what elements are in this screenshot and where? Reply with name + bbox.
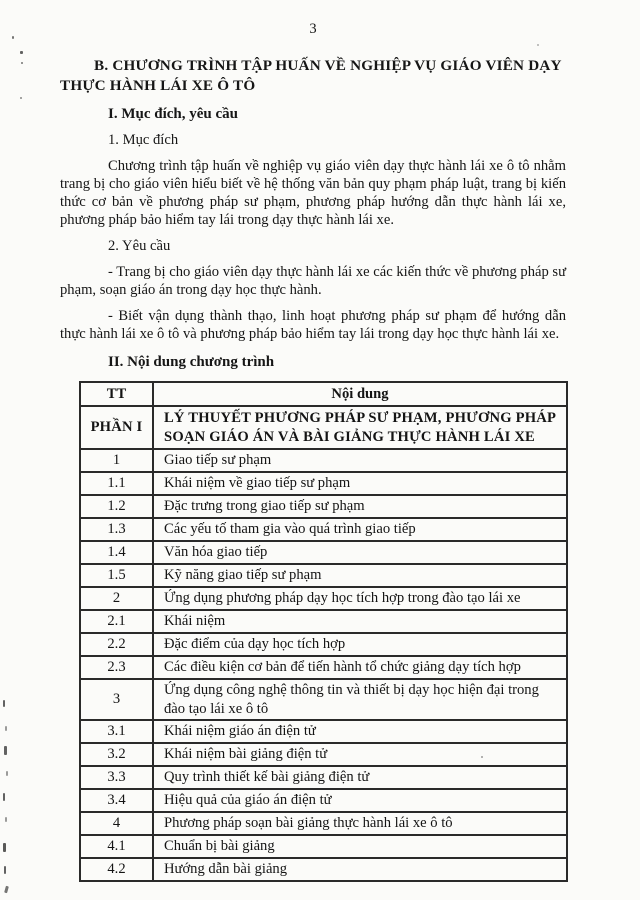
page-number: 3 — [309, 21, 317, 37]
cell-content: Khái niệm — [153, 610, 567, 633]
scan-speck — [3, 700, 5, 707]
scan-speck — [3, 843, 6, 852]
table-row — [80, 679, 567, 720]
table-row — [80, 835, 567, 858]
document-title: B. CHƯƠNG TRÌNH TẬP HUẤN VỀ NGHIỆP VỤ GIÁO VIÊN DẠY THỰC HÀNH LÁI XE Ô TÔ — [60, 57, 562, 94]
cell-tt: 4.1 — [80, 835, 153, 858]
cell-tt: 4 — [80, 812, 153, 835]
content-table — [79, 381, 568, 882]
cell-tt: 2.3 — [80, 656, 153, 679]
subsection-heading-requirements: 2. Yêu cầu — [108, 238, 171, 254]
cell-content: Các yếu tố tham gia vào quá trình giao tiếp — [153, 518, 567, 541]
column-header-tt: TT — [80, 382, 153, 406]
cell-tt: PHẦN I — [80, 406, 153, 449]
cell-tt: 3.1 — [80, 720, 153, 743]
scan-speck — [6, 771, 8, 776]
scan-speck — [4, 866, 6, 874]
table-row — [80, 610, 567, 633]
table-row — [80, 743, 567, 766]
cell-content: Kỹ năng giao tiếp sư phạm — [153, 564, 567, 587]
scan-speck — [20, 97, 22, 99]
cell-tt: 2.1 — [80, 610, 153, 633]
cell-content: Ứng dụng phương pháp dạy học tích hợp trong đào tạo lái xe — [153, 587, 567, 610]
cell-content: Đặc trưng trong giao tiếp sư phạm — [153, 495, 567, 518]
cell-content: LÝ THUYẾT PHƯƠNG PHÁP SƯ PHẠM, PHƯƠNG PHÁP SOẠN GIÁO ÁN VÀ BÀI GIẢNG THỰC HÀNH LÁI XE — [153, 406, 567, 449]
scan-speck — [537, 44, 539, 46]
table-row — [80, 472, 567, 495]
cell-content: Khái niệm về giao tiếp sư phạm — [153, 472, 567, 495]
scan-speck — [12, 36, 14, 39]
scan-speck — [481, 756, 483, 758]
table-row — [80, 720, 567, 743]
cell-content: Ứng dụng công nghệ thông tin và thiết bị dạy học hiện đại trong đào tạo lái xe ô tô — [153, 679, 567, 720]
table-row — [80, 564, 567, 587]
scan-speck — [4, 886, 9, 894]
cell-content: Đặc điểm của dạy học tích hợp — [153, 633, 567, 656]
cell-content: Giao tiếp sư phạm — [153, 449, 567, 472]
cell-content: Các điều kiện cơ bản để tiến hành tổ chức giảng dạy tích hợp — [153, 656, 567, 679]
scan-speck — [21, 62, 23, 64]
table-row — [80, 812, 567, 835]
cell-tt: 4.2 — [80, 858, 153, 881]
table-row — [80, 406, 567, 449]
cell-content: Khái niệm giáo án điện tử — [153, 720, 567, 743]
cell-tt: 3 — [80, 679, 153, 720]
table-row — [80, 541, 567, 564]
cell-tt: 1.1 — [80, 472, 153, 495]
cell-tt: 1 — [80, 449, 153, 472]
table-row — [80, 656, 567, 679]
table-row — [80, 633, 567, 656]
cell-tt: 1.2 — [80, 495, 153, 518]
table-row — [80, 518, 567, 541]
table-row — [80, 789, 567, 812]
cell-content: Văn hóa giao tiếp — [153, 541, 567, 564]
column-header-noidung: Nội dung — [153, 382, 567, 406]
scan-speck — [20, 51, 23, 54]
subsection-heading-purpose: 1. Mục đích — [108, 132, 179, 148]
scan-speck — [5, 726, 7, 731]
cell-content: Hiệu quả của giáo án điện tử — [153, 789, 567, 812]
cell-content: Chuẩn bị bài giảng — [153, 835, 567, 858]
cell-tt: 3.3 — [80, 766, 153, 789]
cell-tt: 3.2 — [80, 743, 153, 766]
table-row — [80, 587, 567, 610]
cell-tt: 3.4 — [80, 789, 153, 812]
cell-tt: 1.4 — [80, 541, 153, 564]
section-heading-purpose-requirements: I. Mục đích, yêu cầu — [108, 106, 239, 122]
table-row — [80, 858, 567, 881]
table-row — [80, 449, 567, 472]
cell-tt: 1.3 — [80, 518, 153, 541]
requirement-item-1: - Trang bị cho giáo viên dạy thực hành lái xe các kiến thức về phương pháp sư phạm, soạn giáo án trong dạy học thực hành. — [60, 264, 567, 298]
cell-content: Hướng dẫn bài giảng — [153, 858, 567, 881]
cell-tt: 2 — [80, 587, 153, 610]
scan-speck — [5, 817, 7, 822]
cell-tt: 2.2 — [80, 633, 153, 656]
table-header-row — [80, 382, 567, 406]
purpose-paragraph: Chương trình tập huấn về nghiệp vụ giáo viên dạy thực hành lái xe ô tô nhằm trang bị cho giáo viên hiểu biết về hệ thống văn bản quy phạm pháp luật, trang bị kiến thức cơ bản về phương pháp sư phạm, phương pháp hướng dẫn thực hành lái xe, phương pháp bảo hiểm tay lái trong dạy thực hành lái xe. — [60, 158, 566, 228]
scan-speck — [4, 746, 7, 755]
cell-content: Quy trình thiết kế bài giảng điện tử — [153, 766, 567, 789]
cell-content: Phương pháp soạn bài giảng thực hành lái xe ô tô — [153, 812, 567, 835]
section-heading-program-content: II. Nội dung chương trình — [108, 354, 275, 370]
scan-speck — [3, 793, 5, 801]
cell-content: Khái niệm bài giảng điện tử — [153, 743, 567, 766]
cell-tt: 1.5 — [80, 564, 153, 587]
table-row — [80, 766, 567, 789]
requirement-item-2: - Biết vận dụng thành thạo, linh hoạt phương pháp sư phạm để hướng dẫn thực hành lái xe ô tô và phương pháp bảo hiểm tay lái trong dạy học thực hành lái xe. — [60, 308, 566, 342]
table-row — [80, 495, 567, 518]
